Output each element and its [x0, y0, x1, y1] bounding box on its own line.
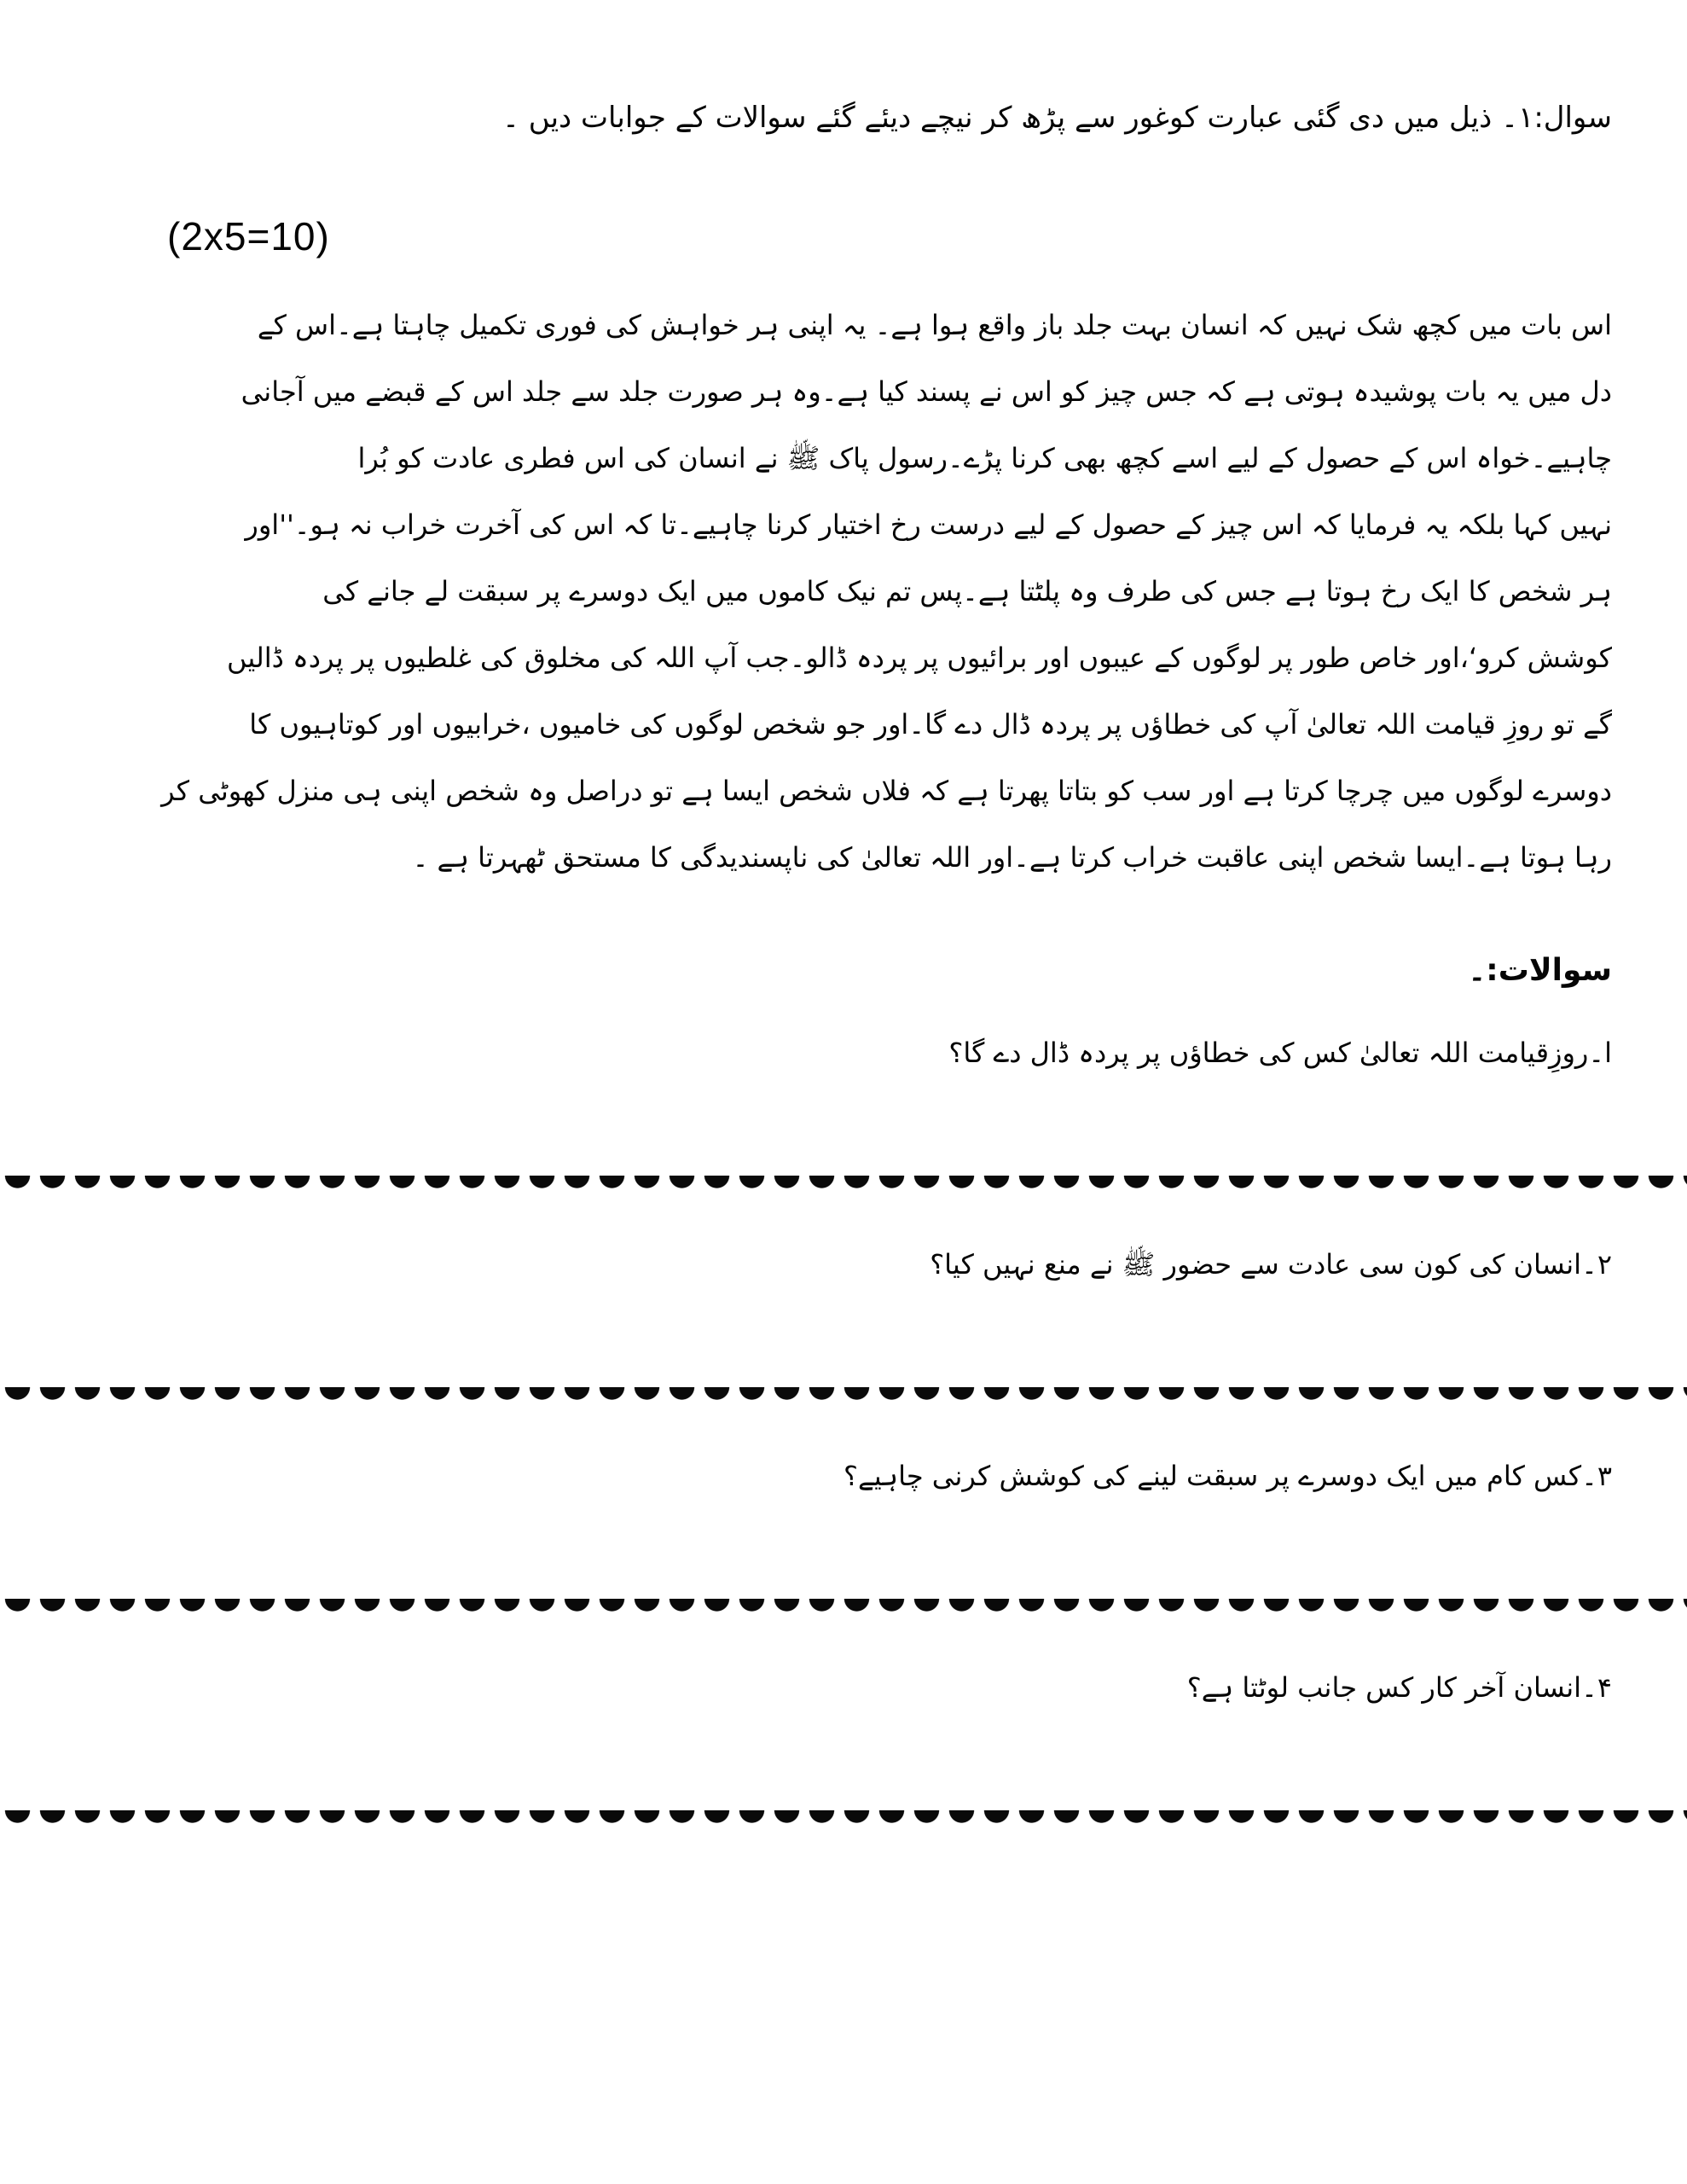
passage-line: چاہیے۔خواہ اس کے حصول کے لیے اسے کچھ بھی کرنا پڑے۔رسول پاک ﷺ نے انسان کی اس فطری عادت کو بُرا [357, 442, 1612, 474]
question-2: ۲۔انسان کی کون سی عادت سے حضور ﷺ نے منع نہیں کیا؟ [930, 1248, 1612, 1281]
questions-heading: سوالات:۔ [1468, 953, 1612, 988]
answer-line-2 [0, 1387, 1687, 1401]
passage-line: رہا ہوتا ہے۔ایسا شخص اپنی عاقبت خراب کرتا ہے۔اور اللہ تعالیٰ کی ناپسندیدگی کا مستحق ٹھہرتا ہے ۔ [412, 841, 1612, 874]
question-1: ا۔روزِقیامت اللہ تعالیٰ کس کی خطاؤں پر پردہ ڈال دے گا؟ [948, 1037, 1612, 1069]
answer-line-3 [0, 1599, 1687, 1612]
passage [85, 292, 1612, 891]
question-header: سوال:۱۔ ذیل میں دی گئی عبارت کوغور سے پڑھ کر نیچے دیئے گئے سوالات کے جوابات دیں ۔ [501, 101, 1612, 135]
passage-line: دوسرے لوگوں میں چرچا کرتا ہے اور سب کو بتاتا پھرتا ہے کہ فلاں شخص ایسا ہے تو دراصل وہ شخص اپنی ہی منزل کھوٹی کر [161, 775, 1612, 807]
passage-line: اس بات میں کچھ شک نہیں کہ انسان بہت جلد باز واقع ہوا ہے۔ یہ اپنی ہر خواہش کی فوری تکمیل چاہتا ہے۔اس کے [257, 309, 1612, 341]
passage-line: کوشش کرو‘،اور خاص طور پر لوگوں کے عیبوں اور برائیوں پر پردہ ڈالو۔جب آپ اللہ کی مخلوق کی غلطیوں پر پردہ ڈالیں [226, 642, 1612, 674]
passage-line: نہیں کہا بلکہ یہ فرمایا کہ اس چیز کے حصول کے لیے درست رخ اختیار کرنا چاہیے۔تا کہ اس کی آخرت خراب نہ ہو۔''اور [245, 508, 1612, 541]
answer-line-1 [0, 1176, 1687, 1189]
passage-line: دل میں یہ بات پوشیدہ ہوتی ہے کہ جس چیز کو اس نے پسند کیا ہے۔وہ ہر صورت جلد سے جلد اس کے قبضے میں آجانی [241, 375, 1612, 408]
question-3: ۳۔کس کام میں ایک دوسرے پر سبقت لینے کی کوشش کرنی چاہیے؟ [843, 1460, 1612, 1492]
passage-line: گے تو روزِ قیامت اللہ تعالیٰ آپ کی خطاؤں پر پردہ ڈال دے گا۔اور جو شخص لوگوں کی خامیوں ،خرابیوں اور کوتاہیوں کا [249, 708, 1612, 741]
passage-line: ہر شخص کا ایک رخ ہوتا ہے جس کی طرف وہ پلٹتا ہے۔پس تم نیک کاموں میں ایک دوسرے پر سبقت لے جانے کی [322, 575, 1612, 607]
marks-label: (2x5=10) [167, 214, 330, 258]
question-4: ۴۔انسان آخر کار کس جانب لوٹتا ہے؟ [1186, 1671, 1612, 1704]
answer-line-4 [0, 1810, 1687, 1824]
